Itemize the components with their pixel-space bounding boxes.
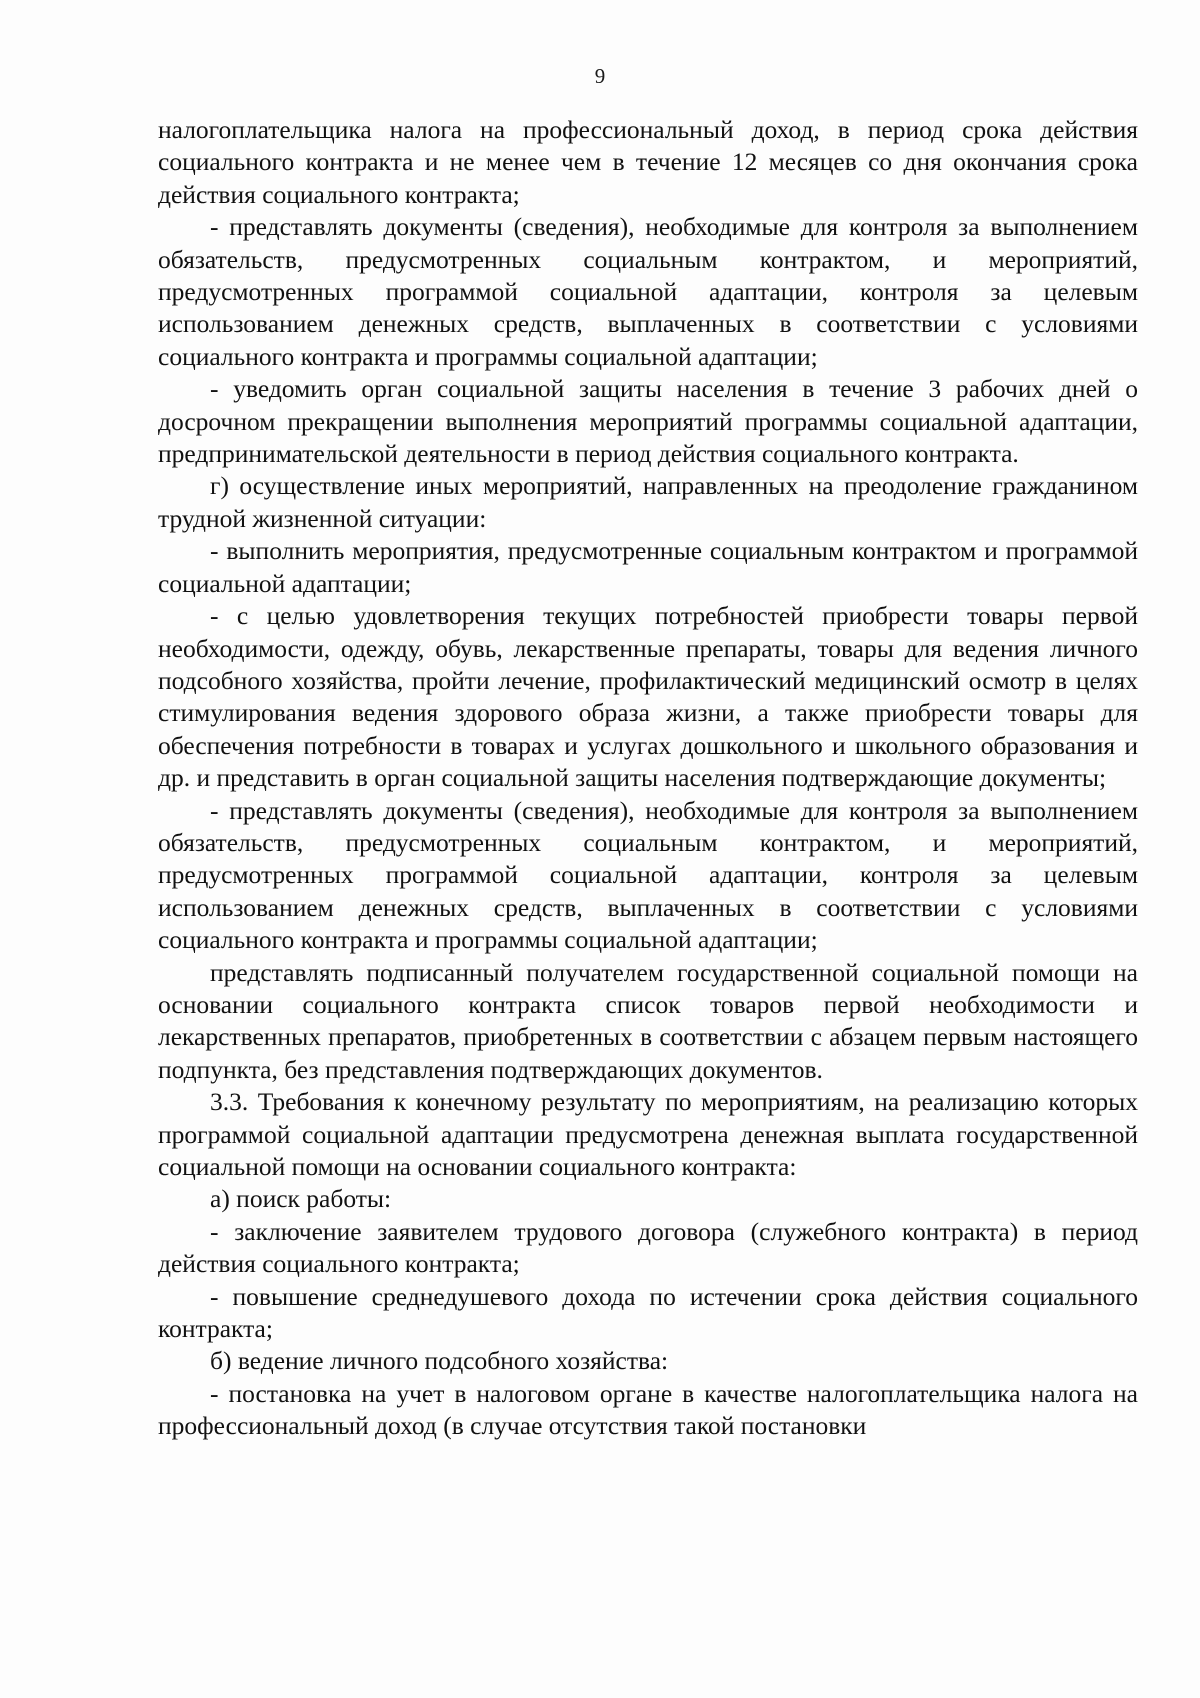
paragraph-item-g: г) осуществление иных мероприятий, направленных на преодоление гражданином трудной жизненной ситуации: xyxy=(158,471,1138,533)
paragraph-purchase-goods: - с целью удовлетворения текущих потребностей приобрести товары первой необходимости, одежду, обувь, лекарственные препараты, товары для ведения личного подсобного хозяйства, пройти лечение, профилактический медицинский осмотр в целях стимулирования ведения здорового образа жизни, а также приобрести товары для обеспечения потребности в товарах и услугах дошкольного и школьного образования и др. и представить в орган социальной защиты населения подтверждающие документы; xyxy=(158,601,1138,793)
paragraph-signed-list: представлять подписанный получателем государственной социальной помощи на основании социального контракта список товаров первой необходимости и лекарственных препаратов, приобретенных в соответствии с абзацем первым настоящего подпункта, без представления подтверждающих документов. xyxy=(158,957,1138,1084)
paragraph-tax-registration: - постановка на учет в налоговом органе в качестве налогоплательщика налога на профессиональный доход (в случае отсутствия такой постановки xyxy=(158,1378,1138,1441)
page-number: 9 xyxy=(594,64,606,88)
paragraph-continuation: налогоплательщика налога на профессиональный доход, в период срока действия социального контракта и не менее чем в течение 12 месяцев со дня окончания срока действия социального контракта; xyxy=(158,115,1138,209)
paragraph-notify-agency: - уведомить орган социальной защиты населения в течение 3 рабочих дней о досрочном прекращении выполнения мероприятий программы социальной адаптации, предпринимательской деятельности в период действия социального контракта. xyxy=(158,374,1138,469)
document-body xyxy=(158,114,1138,1443)
paragraph-perform-activities: - выполнить мероприятия, предусмотренные социальным контрактом и программой социальной адаптации; xyxy=(158,536,1138,598)
paragraph-income-increase: - повышение среднедушевого дохода по истечении срока действия социального контракта; xyxy=(158,1281,1138,1344)
paragraph-item-b: б) ведение личного подсобного хозяйства: xyxy=(210,1346,669,1376)
paragraph-submit-documents-2: - представлять документы (сведения), необходимые для контроля за выполнением обязательств, предусмотренных социальным контрактом, и мероприятий, предусмотренных программой социальной адаптации, контроля за целевым использованием денежных средств, выплаченных в соответствии с условиями социального контракта и программы социальной адаптации; xyxy=(158,795,1138,955)
paragraph-submit-documents: - представлять документы (сведения), необходимые для контроля за выполнением обязательств, предусмотренных социальным контрактом, и мероприятий, предусмотренных программой социальной адаптации, контроля за целевым использованием денежных средств, выплаченных в соответствии с условиями социального контракта и программы социальной адаптации; xyxy=(158,212,1138,371)
paragraph-employment-contract: - заключение заявителем трудового договора (служебного контракта) в период действия социального контракта; xyxy=(158,1216,1138,1279)
paragraph-item-a: а) поиск работы: xyxy=(210,1184,392,1214)
paragraph-section-3-3: 3.3. Требования к конечному результату по мероприятиям, на реализацию которых программой социальной адаптации предусмотрена денежная выплата государственной социальной помощи на основании социального контракта: xyxy=(158,1087,1138,1181)
